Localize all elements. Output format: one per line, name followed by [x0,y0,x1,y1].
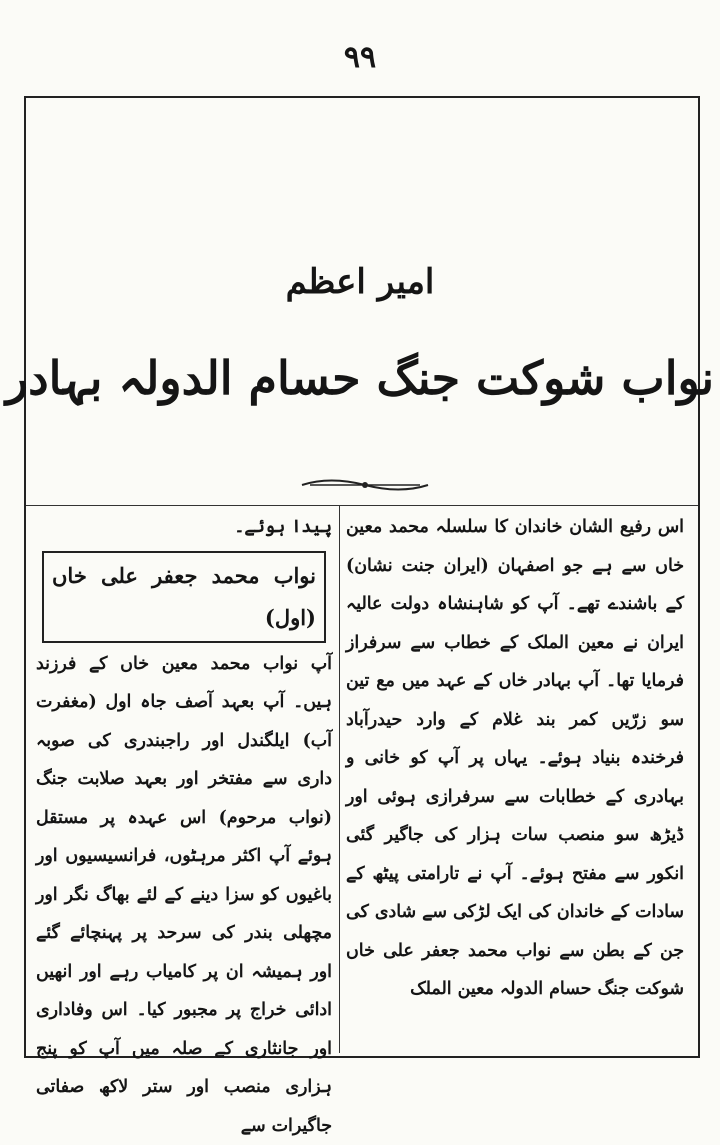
right-column-text: اس رفیع الشان خاندان کا سلسلہ محمد معین خاں سے ہے جو اصفہان (ایران جنت نشان) کے باشندے تھے۔ آپ کو شاہنشاہ دولت عالیہ ایران نے معین الملک کے خطاب سے سرفراز فرمایا تھا۔ آپ بہادر خاں کے عہد میں مع تین سو زرّیں کمر بند غلام کے وارد حیدرآباد فرخندہ بنیاد ہوئے۔ یہاں پر آپ کو خانی و بہادری کے خطابات سے سرفرازی ہوئی اور ڈیڑھ سو منصب سات ہزار کی جاگیر گئی انکور سے مفتح ہوئے۔ آپ نے تارامتی پیٹھ کے سادات کے خاندان کی ایک لڑکی سے شادی کی جن کے بطن سے نواب محمد جعفر علی خاں شوکت جنگ حسام الدولہ معین الملک [346,508,684,1009]
left-column [36,508,332,1145]
page-title: نواب شوکت جنگ حسام الدولہ بہادر [0,350,720,408]
page-subtitle: امیر اعظم [0,262,720,302]
page-number: ۹۹ [0,40,720,75]
right-column [346,508,684,1009]
column-divider [339,505,340,1053]
header-divider [26,505,698,506]
section-heading-box: نواب محمد جعفر علی خاں (اول) [42,551,326,643]
title-ornament [300,474,430,496]
left-column-opening: پیدا ہوئے۔ [36,508,332,547]
left-column-text: آپ نواب محمد معین خاں کے فرزند ہیں۔ آپ بعہد آصف جاہ اول (مغفرت آب) ایلگندل اور راجبندری کی صوبہ داری سے مفتخر اور بعہد صلابت جنگ (نواب مرحوم) اس عہدہ پر مستقل ہوئے آپ اکثر مرہٹوں، فرانسیسیوں اور باغیوں کو سزا دینے کے لئے بھاگ نگر اور مچھلی بندر کی سرحد پر پہنچائے گئے اور ہمیشہ ان پر کامیاب رہے اور انھیں ادائی خراج پر مجبور کیا۔ اس وفاداری اور جانثاری کے صلہ میں آپ کو پنج ہزاری منصب اور ستر لاکھ صفاتی جاگیرات سے [36,547,332,1145]
